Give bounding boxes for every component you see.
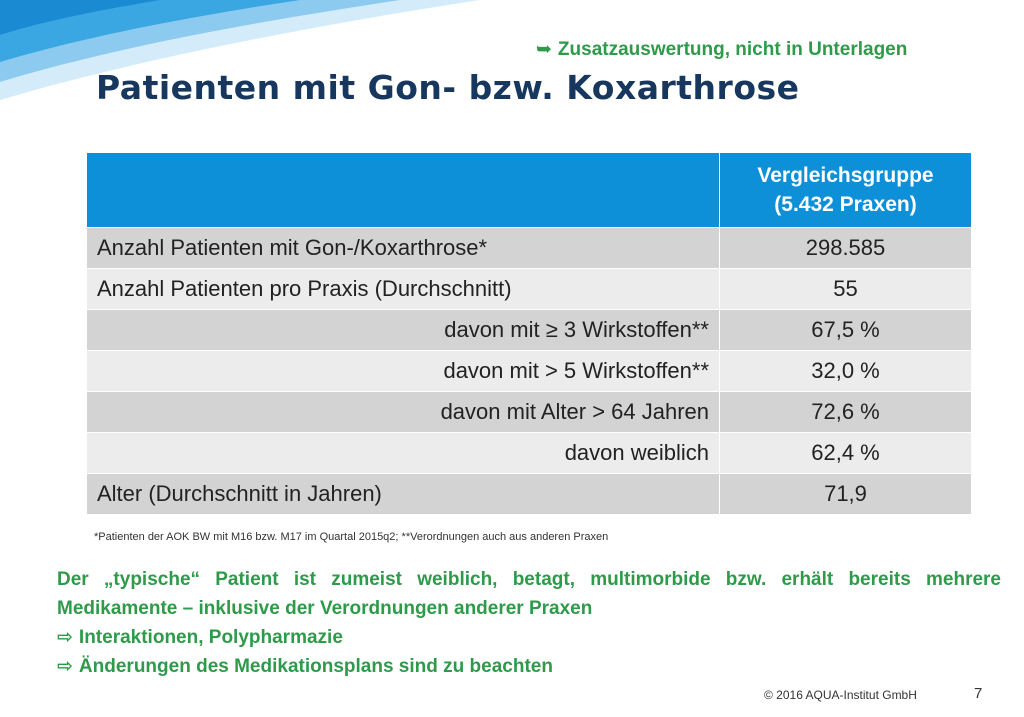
slide-title: Patienten mit Gon- bzw. Koxarthrose xyxy=(96,68,800,107)
summary-block xyxy=(57,565,1001,681)
bullet-text: Änderungen des Medikationsplans sind zu beachten xyxy=(78,656,553,677)
header-line-1: Vergleichsgruppe xyxy=(757,164,934,187)
row-value: 67,5 % xyxy=(720,310,972,351)
arrow-right-icon: ⇨ xyxy=(57,627,73,648)
table-row xyxy=(87,269,972,310)
row-label: davon mit > 5 Wirkstoffen** xyxy=(87,351,720,392)
summary-bullet xyxy=(57,623,1001,652)
header-line-2: (5.432 Praxen) xyxy=(774,193,917,216)
row-label: davon weiblich xyxy=(87,433,720,474)
data-table xyxy=(86,152,972,515)
table-header-row xyxy=(87,153,972,228)
copyright: © 2016 AQUA-Institut GmbH xyxy=(764,688,917,702)
row-value: 298.585 xyxy=(720,228,972,269)
table-row xyxy=(87,310,972,351)
row-value: 71,9 xyxy=(720,474,972,515)
table-row xyxy=(87,351,972,392)
note-text: Zusatzauswertung, nicht in Unterlagen xyxy=(557,39,908,60)
table-header-blank xyxy=(87,153,720,228)
summary-paragraph: Der „typische“ Patient ist zumeist weiblich, betagt, multimorbide bzw. erhält bereits mehrere Medikamente – inklusive der Verordnungen anderer Praxen xyxy=(57,569,1001,619)
table-row xyxy=(87,474,972,515)
supplementary-note xyxy=(536,38,907,61)
bullet-text: Interaktionen, Polypharmazie xyxy=(78,627,343,648)
table-row xyxy=(87,433,972,474)
row-label: davon mit ≥ 3 Wirkstoffen** xyxy=(87,310,720,351)
arrow-right-icon: ⇨ xyxy=(57,656,73,677)
summary-bullet xyxy=(57,652,1001,681)
page-number: 7 xyxy=(974,685,983,702)
row-label: Alter (Durchschnitt in Jahren) xyxy=(87,474,720,515)
table-row xyxy=(87,228,972,269)
arrow-icon: ➥ xyxy=(536,39,552,60)
row-label: Anzahl Patienten pro Praxis (Durchschnitt) xyxy=(87,269,720,310)
table-row xyxy=(87,392,972,433)
row-label: davon mit Alter > 64 Jahren xyxy=(87,392,720,433)
row-value: 72,6 % xyxy=(720,392,972,433)
row-label: Anzahl Patienten mit Gon-/Koxarthrose* xyxy=(87,228,720,269)
row-value: 62,4 % xyxy=(720,433,972,474)
row-value: 55 xyxy=(720,269,972,310)
footnote: *Patienten der AOK BW mit M16 bzw. M17 im Quartal 2015q2; **Verordnungen auch aus anderen Praxen xyxy=(94,531,609,543)
row-value: 32,0 % xyxy=(720,351,972,392)
table-header-comparison-group xyxy=(720,153,972,228)
